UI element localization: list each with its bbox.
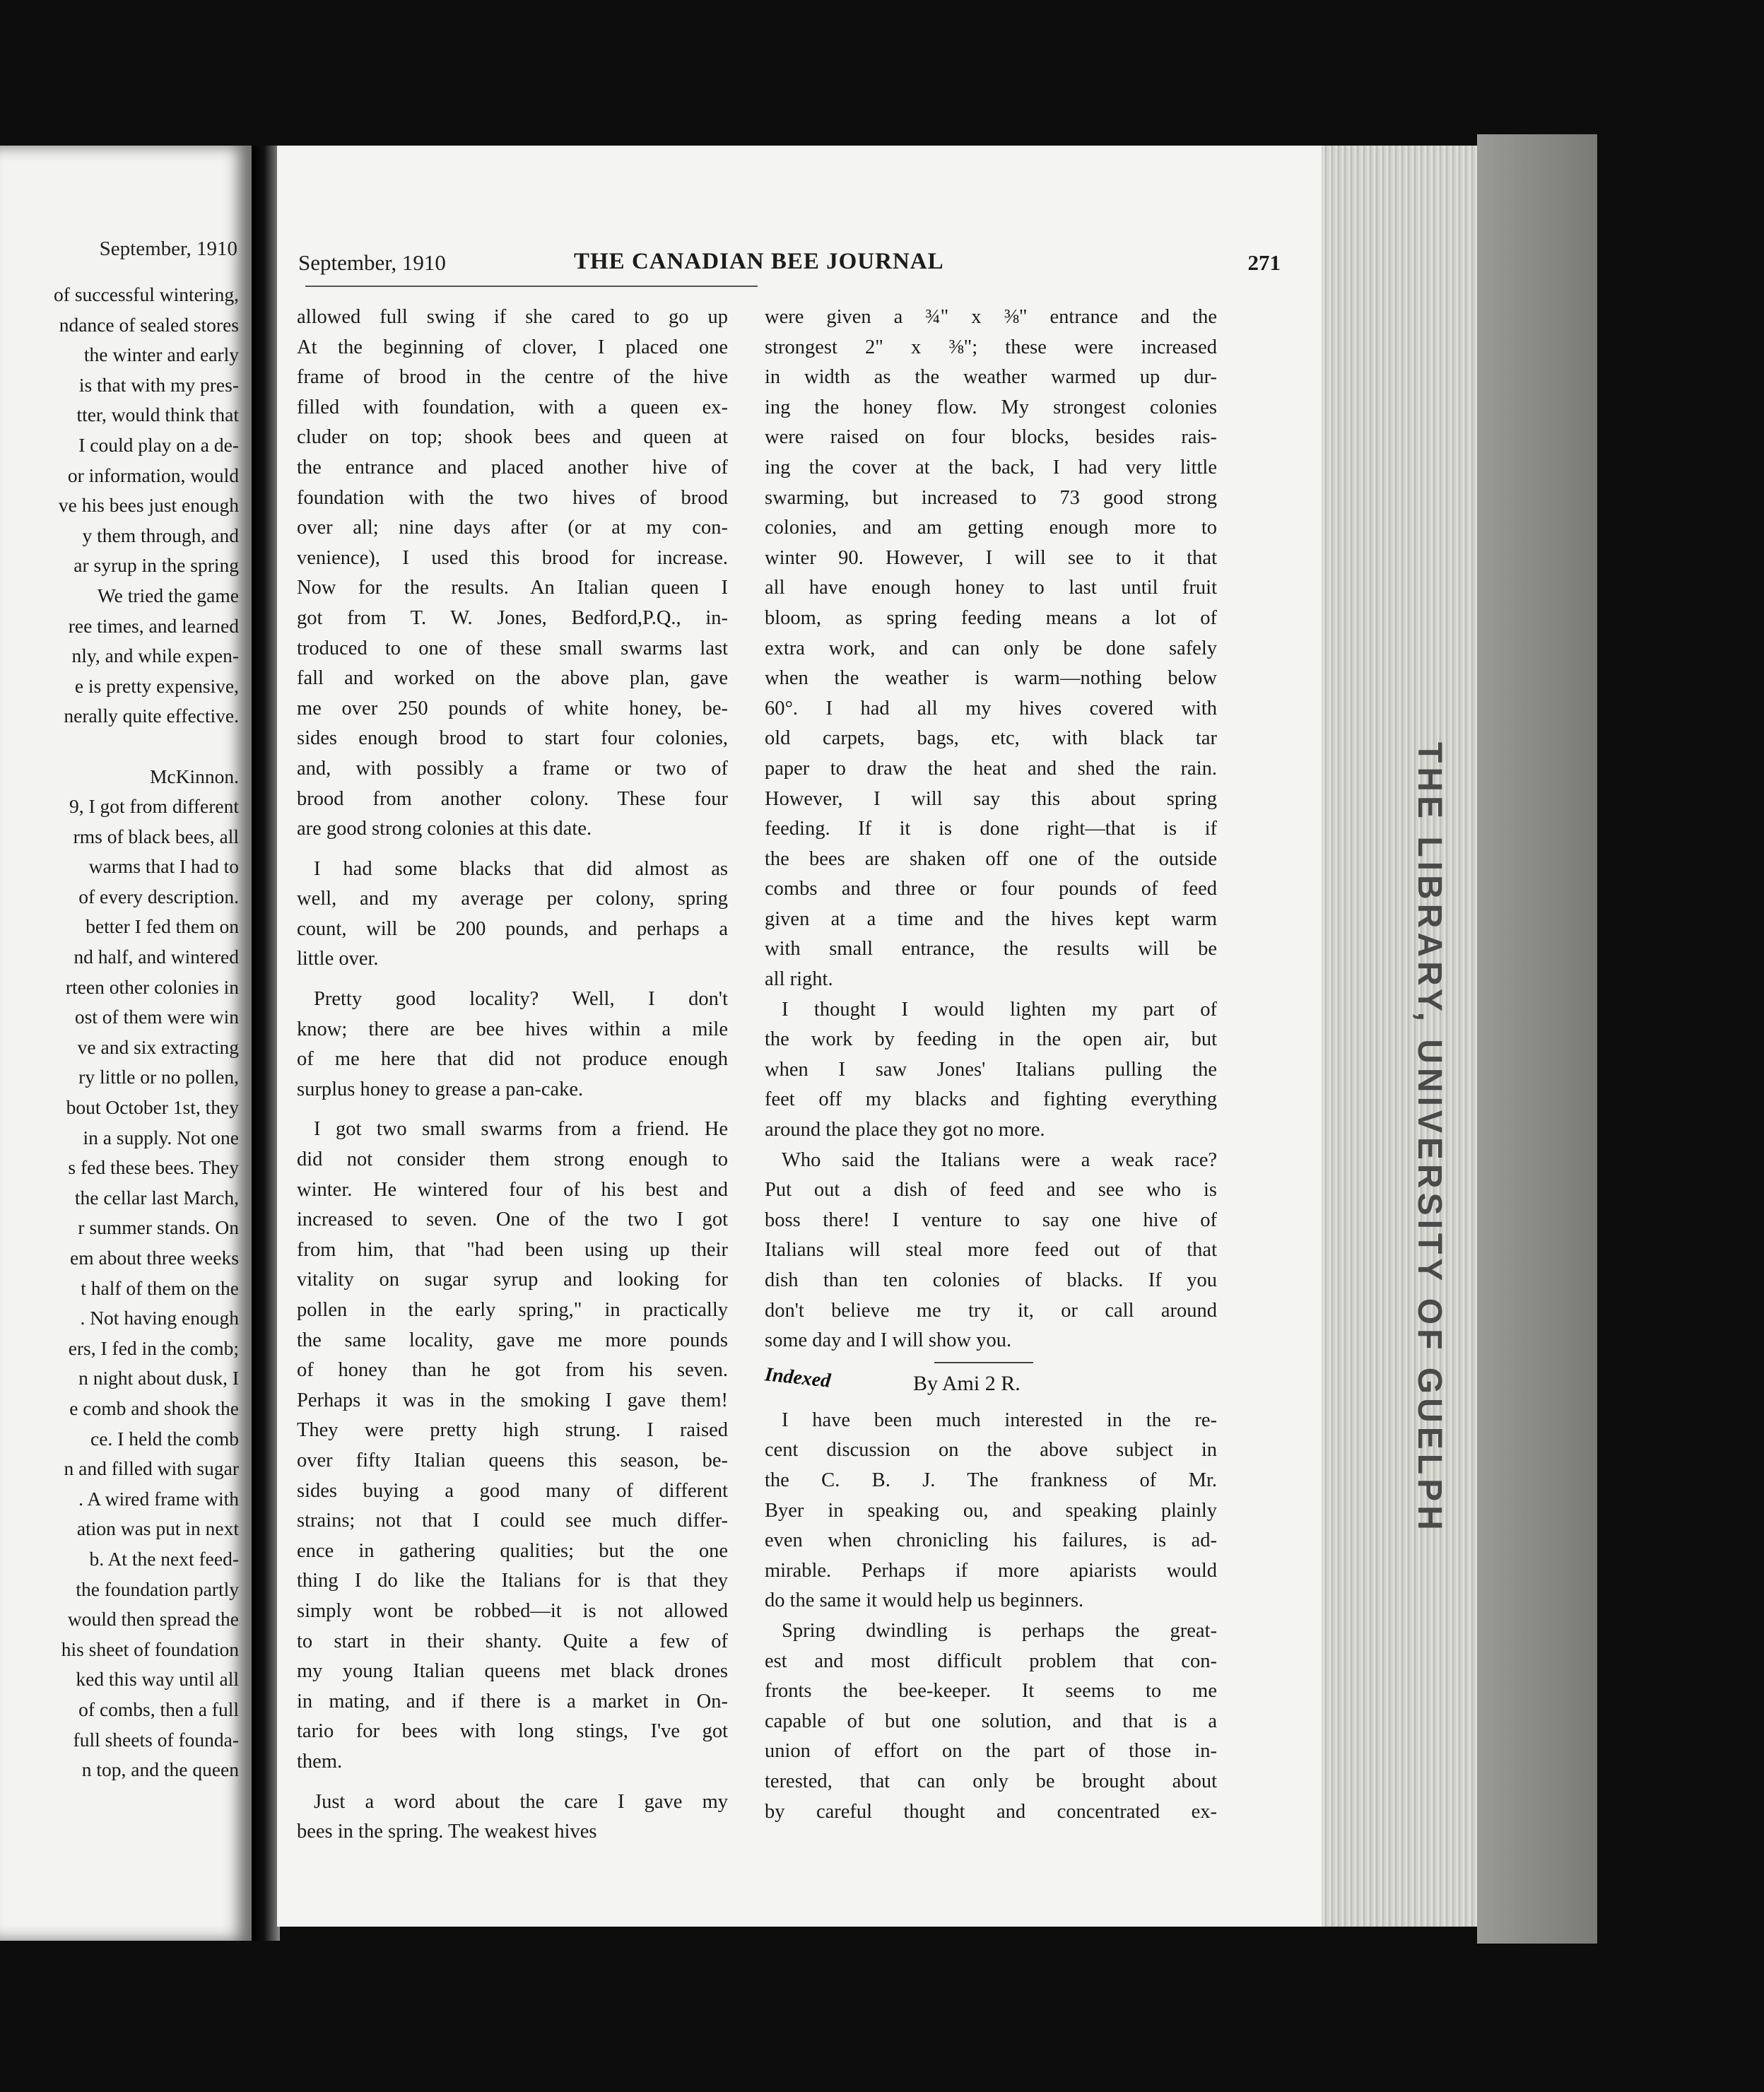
text-line: n and filled with sugar xyxy=(64,1457,239,1480)
text-line: Byer in speaking ou, and speaking plainly xyxy=(765,1499,1217,1522)
journal-page xyxy=(277,146,1351,1927)
text-line: nd half, and wintered xyxy=(74,946,239,968)
text-line: extra work, and can only be done safely xyxy=(765,637,1217,659)
text-line: when I saw Jones' Italians pulling the xyxy=(765,1058,1217,1081)
byline-rule xyxy=(934,1362,1033,1363)
text-line: even when chronicling his failures, is ad- xyxy=(765,1529,1217,1552)
page-number: 271 xyxy=(1247,250,1281,275)
text-line: some day and I will show you. xyxy=(765,1329,1012,1352)
text-line: me over 250 pounds of white honey, be- xyxy=(297,697,728,719)
text-column-right xyxy=(765,302,1217,1827)
text-line: Now for the results. An Italian queen I xyxy=(297,577,728,599)
text-line: feet off my blacks and fighting everything xyxy=(765,1088,1217,1111)
text-line: I could play on a de- xyxy=(78,433,239,456)
text-line: Perhaps it was in the smoking I gave them! xyxy=(297,1389,728,1411)
text-line: y them through, and xyxy=(82,524,239,546)
text-line: However, I will say this about spring xyxy=(765,787,1217,810)
text-line xyxy=(0,731,239,762)
text-line: all right. xyxy=(765,968,833,991)
text-line: Pretty good locality? Well, I don't xyxy=(314,988,728,1011)
text-line: are good strong colonies at this date. xyxy=(297,818,592,840)
text-line: n night about dusk, I xyxy=(78,1367,239,1389)
text-line: venience), I used this brood for increase. xyxy=(297,546,728,569)
text-line: sides buying a good many of different xyxy=(297,1479,728,1502)
text-line: when the weather is warm—nothing below xyxy=(765,667,1217,690)
text-line: ence in gathering qualities; but the one xyxy=(297,1539,728,1562)
text-line: strains; not that I could see much differ- xyxy=(297,1510,728,1532)
library-stamp: THE LIBRARY, UNIVERSITY OF GUELPH xyxy=(1411,742,1448,1534)
text-line: in mating, and if there is a market in On- xyxy=(297,1690,728,1712)
text-line: 60°. I had all my hives covered with xyxy=(765,697,1217,719)
text-line: them. xyxy=(297,1750,343,1773)
text-line: filled with foundation, with a queen ex- xyxy=(297,396,728,418)
text-line: in width as the weather warmed up dur- xyxy=(765,366,1217,389)
running-head xyxy=(298,250,1323,281)
text-line: warms that I had to xyxy=(88,855,239,878)
text-line: ndance of sealed stores xyxy=(59,313,239,336)
text-line: ked this way until all xyxy=(76,1668,239,1691)
text-line: ation was put in next xyxy=(76,1517,239,1540)
text-line: r summer stands. On xyxy=(78,1216,239,1239)
text-line: well, and my average per colony, spring xyxy=(297,888,728,910)
text-line: bloom, as spring feeding means a lot of xyxy=(765,606,1217,629)
text-line: troduced to one of these small swarms last xyxy=(297,637,728,659)
text-line: I got two small swarms from a friend. He xyxy=(314,1118,728,1141)
text-line: surplus honey to grease a pan-cake. xyxy=(297,1078,584,1100)
text-line: They were pretty high strung. I raised xyxy=(297,1419,728,1442)
text-line: with small entrance, the results will be xyxy=(765,938,1217,960)
header-date: September, 1910 xyxy=(298,250,446,275)
text-line: of combs, then a full xyxy=(78,1698,239,1720)
text-line: simply wont be robbed—it is not allowed xyxy=(297,1599,728,1622)
text-line: full sheets of founda- xyxy=(73,1728,239,1751)
text-line: tario for bees with long stings, I've got xyxy=(297,1720,728,1743)
text-line: tter, would think that xyxy=(76,404,239,426)
text-line: by careful thought and concentrated ex- xyxy=(765,1800,1217,1823)
text-line: ve his bees just enough xyxy=(58,494,239,517)
text-line: paper to draw the heat and shed the rain. xyxy=(765,757,1217,780)
text-line: Italians will steal more feed out of that xyxy=(765,1239,1217,1262)
text-line: capable of but one solution, and that is a xyxy=(765,1710,1217,1732)
text-line: Just a word about the care I gave my xyxy=(314,1790,728,1813)
text-line: the same locality, gave me more pounds xyxy=(297,1329,728,1351)
text-line: is that with my pres- xyxy=(78,373,239,396)
text-line: colonies, and am getting enough more to xyxy=(765,517,1217,539)
text-line: the bees are shaken off one of the outside xyxy=(765,847,1217,870)
text-line: vitality on sugar syrup and looking for xyxy=(297,1269,728,1291)
text-line: Who said the Italians were a weak race? xyxy=(782,1148,1217,1171)
text-line: over all; nine days after (or at my con- xyxy=(297,517,728,539)
text-line: of honey than he got from his seven. xyxy=(297,1359,728,1382)
text-line: frame of brood in the centre of the hive xyxy=(297,366,728,389)
byline-block xyxy=(765,1356,1217,1406)
text-line: terested, that can only be brought about xyxy=(765,1770,1217,1792)
text-line: the C. B. J. The frankness of Mr. xyxy=(765,1469,1217,1491)
text-line: of successful wintering, xyxy=(54,283,239,305)
text-line: ost of them were win xyxy=(74,1006,239,1028)
text-line: strongest 2" x ⅜"; these were increased xyxy=(765,336,1217,358)
text-line: ers, I fed in the comb; xyxy=(68,1336,239,1359)
text-line: I have been much interested in the re- xyxy=(782,1409,1217,1431)
text-line: the winter and early xyxy=(83,343,239,366)
text-line: foundation with the two hives of brood xyxy=(297,486,728,509)
text-line: winter. He wintered four of his best and xyxy=(297,1178,728,1201)
text-line: increased to seven. One of the two I got xyxy=(297,1209,728,1231)
text-line: bout October 1st, they xyxy=(66,1096,239,1119)
text-line: I thought I would lighten my part of xyxy=(782,998,1217,1021)
header-rule xyxy=(305,286,758,287)
text-line: . Not having enough xyxy=(80,1307,239,1329)
text-line: e comb and shook the xyxy=(69,1397,239,1419)
text-line: little over. xyxy=(297,948,379,970)
text-line: of me here that did not produce enough xyxy=(297,1048,728,1071)
text-line: feeding. If it is done right—that is if xyxy=(765,818,1217,840)
text-line: fronts the bee-keeper. It seems to me xyxy=(765,1680,1217,1703)
text-line: the work by feeding in the open air, but xyxy=(765,1028,1217,1051)
text-line: At the beginning of clover, I placed one xyxy=(297,336,728,358)
text-line: em about three weeks xyxy=(69,1247,239,1269)
text-line: over fifty Italian queens this season, be- xyxy=(297,1449,728,1471)
text-line: old carpets, bags, etc, with black tar xyxy=(765,727,1217,750)
text-line: of every description. xyxy=(78,885,239,907)
text-line: all have enough honey to last until fruit xyxy=(765,577,1217,599)
text-line: ree times, and learned xyxy=(68,614,239,637)
text-line: thing I do like the Italians for is that they xyxy=(297,1570,728,1592)
text-line: did not consider them strong enough to xyxy=(297,1148,728,1171)
text-line: ry little or no pollen, xyxy=(78,1066,239,1088)
text-line: nly, and while expen- xyxy=(71,645,239,667)
text-line: nerally quite effective. xyxy=(64,705,239,727)
text-line: mirable. Perhaps if more apiarists would xyxy=(765,1559,1217,1582)
text-line: est and most difficult problem that con- xyxy=(765,1650,1217,1672)
text-line: the cellar last March, xyxy=(74,1186,239,1209)
text-line: swarming, but increased to 73 good strong xyxy=(765,486,1217,509)
text-line: bees in the spring. The weakest hives xyxy=(297,1821,597,1843)
text-line: the foundation partly xyxy=(76,1577,239,1600)
text-line: union of effort on the part of those in- xyxy=(765,1740,1217,1763)
text-line: rms of black bees, all xyxy=(73,825,239,847)
text-line: 9, I got from different xyxy=(69,795,239,818)
text-line: Spring dwindling is perhaps the great- xyxy=(782,1619,1217,1642)
text-line: to start in their shanty. Quite a few of xyxy=(297,1630,728,1652)
text-line: from him, that "had been using up their xyxy=(297,1238,728,1261)
text-line: and, with possibly a frame or two of xyxy=(297,757,728,780)
text-line: pollen in the early spring," in practically xyxy=(297,1299,728,1321)
text-line: know; there are bee hives within a mile xyxy=(297,1018,728,1040)
text-line: ce. I held the comb xyxy=(90,1427,239,1450)
text-line: cent discussion on the above subject in xyxy=(765,1439,1217,1462)
text-line: t half of them on the xyxy=(81,1276,239,1299)
text-line: boss there! I venture to say one hive of xyxy=(765,1209,1217,1231)
text-line: brood from another colony. These four xyxy=(297,787,728,810)
byline: By Ami 2 R. xyxy=(913,1371,1021,1395)
text-line: winter 90. However, I will see to it that xyxy=(765,546,1217,569)
text-line: ar syrup in the spring xyxy=(74,554,239,577)
previous-page-text xyxy=(0,280,239,1785)
text-line: would then spread the xyxy=(67,1608,239,1630)
text-line: ve and six extracting xyxy=(77,1035,239,1058)
text-line: count, will be 200 pounds, and perhaps a xyxy=(297,917,728,940)
text-line: e is pretty expensive, xyxy=(74,674,239,697)
book-fore-edge xyxy=(1477,134,1597,1944)
text-line: in a supply. Not one xyxy=(83,1126,239,1148)
text-line: s fed these bees. They xyxy=(68,1156,239,1179)
text-line: got from T. W. Jones, Bedford,P.Q., in- xyxy=(297,606,728,629)
text-line: were given a ¾" x ⅜" entrance and the xyxy=(765,306,1217,328)
text-line: . A wired frame with xyxy=(78,1487,239,1510)
text-line: were raised on four blocks, besides rais- xyxy=(765,426,1217,449)
text-line: better I fed them on xyxy=(86,915,239,938)
text-line: dish than ten colonies of blacks. If you xyxy=(765,1269,1217,1291)
text-line: cluder on top; shook bees and queen at xyxy=(297,426,728,449)
text-line: rteen other colonies in xyxy=(65,975,239,998)
text-line: b. At the next feed- xyxy=(89,1547,239,1570)
text-line: fall and worked on the above plan, gave xyxy=(297,667,728,690)
text-line: We tried the game xyxy=(97,584,239,606)
text-line: I had some blacks that did almost as xyxy=(314,857,728,880)
text-line: my young Italian queens met black drones xyxy=(297,1660,728,1683)
text-column-left xyxy=(297,302,728,1847)
text-line: around the place they got no more. xyxy=(765,1119,1045,1141)
text-line: sides enough brood to start four colonies, xyxy=(297,727,728,750)
text-line: n top, and the queen xyxy=(81,1758,239,1781)
text-line: McKinnon. xyxy=(149,765,239,787)
text-line: his sheet of foundation xyxy=(61,1638,239,1660)
text-line: Put out a dish of feed and see who is xyxy=(765,1179,1217,1201)
text-line: ing the cover at the back, I had very little xyxy=(765,456,1217,478)
text-line: ing the honey flow. My strongest colonies xyxy=(765,396,1217,418)
text-line: or information, would xyxy=(67,464,239,486)
previous-page xyxy=(0,146,252,1941)
indexed-stamp: Indexed xyxy=(763,1363,832,1392)
text-line: don't believe me try it, or call around xyxy=(765,1299,1217,1322)
text-line: allowed full swing if she cared to go up xyxy=(297,306,728,328)
previous-page-running-head: September, 1910 xyxy=(99,237,237,260)
text-line: combs and three or four pounds of feed xyxy=(765,878,1217,900)
text-line: the entrance and placed another hive of xyxy=(297,456,728,478)
text-line: given at a time and the hives kept warm xyxy=(765,907,1217,930)
text-line: do the same it would help us beginners. xyxy=(765,1589,1084,1612)
journal-title: THE CANADIAN BEE JOURNAL xyxy=(574,249,944,274)
book-gutter xyxy=(252,146,280,1941)
